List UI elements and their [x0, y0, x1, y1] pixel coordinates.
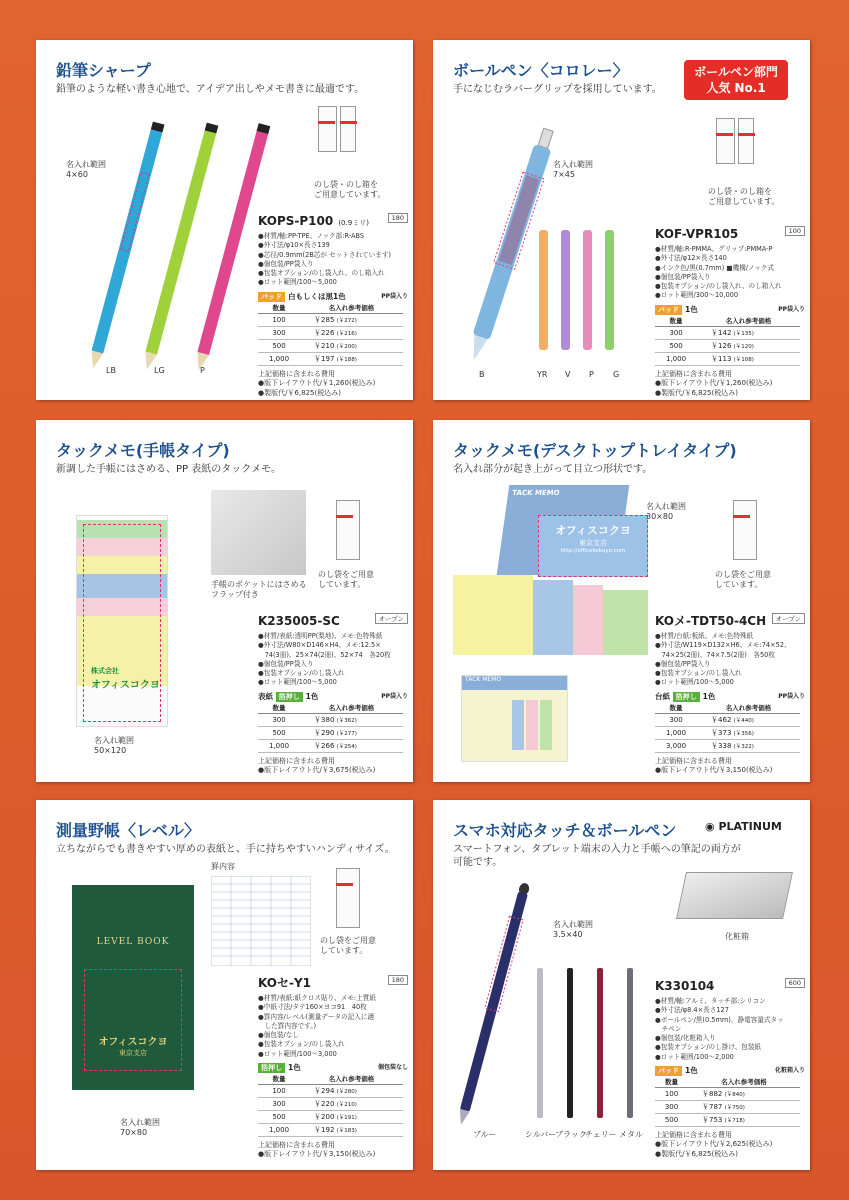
color-label: シルバー: [525, 1130, 557, 1139]
print-area-size: 7×45: [553, 170, 575, 179]
price-ex-tax: (￥718): [724, 1118, 745, 1125]
print-area-title: 名入れ範囲: [646, 502, 686, 511]
print-color: 白もしくは黒1色: [288, 291, 346, 301]
print-area-title: 名入れ範囲: [553, 920, 593, 929]
table-row: [258, 1085, 403, 1098]
color-label: G: [613, 370, 620, 379]
footnote: 上記価格に含まれる費用: [258, 1141, 335, 1150]
panel-title: タックメモ(手帳タイプ): [56, 441, 230, 460]
product-code: KOF-VPR105: [655, 227, 739, 241]
spec-line: ●ボールペン/黒(0.5mm)、静電容量式タッ: [655, 1015, 784, 1024]
touchpen-main-illustration: [453, 875, 533, 1135]
price-cell: ￥373: [711, 728, 732, 737]
table-row: [258, 326, 403, 339]
table-row: [655, 326, 800, 339]
noshi-note: のし袋をご用意 しています。: [318, 570, 374, 589]
price-cell: ￥210: [314, 341, 335, 350]
price-cell: ￥220: [314, 1100, 335, 1109]
spec-block: [258, 610, 408, 776]
price-ex-tax: (￥277): [336, 730, 357, 737]
spec-block: [258, 972, 408, 1160]
price-cell: ￥380: [314, 715, 335, 724]
spec-line: ●中紙寸法/タテ160×ヨコ91 40枚: [258, 1003, 367, 1012]
product-code: K330104: [655, 979, 715, 993]
spec-line: ●個包装/化粧箱入り: [655, 1034, 716, 1043]
noshi-box-icon: [340, 106, 356, 152]
table-row: [258, 1098, 403, 1111]
color-label: ブラック: [555, 1130, 587, 1139]
brand-mark-icon: ◉: [705, 820, 715, 833]
spec-line: ●ロット範囲/100～3,000: [258, 1049, 337, 1058]
print-color: 1色: [685, 304, 698, 314]
panel-description: 名入れ部分が起き上がって目立つ形状です。: [453, 464, 653, 475]
spec-line: ●材質/軸:アルミ、タッチ部:シリコン: [655, 997, 766, 1005]
lot-badge: 180: [388, 975, 408, 985]
badge-line: 人気 No.1: [706, 81, 766, 95]
table-row: [258, 352, 403, 365]
badge-line: ボールペン部門: [694, 65, 778, 79]
spec-line: ●外寸法/W80×D146×H4、メモ:12.5×: [258, 641, 381, 650]
product-code: KOPS-P100: [258, 214, 334, 228]
gift-box-illustration: [676, 872, 793, 919]
product-code: KOメ-TDT50-4CH: [655, 614, 767, 628]
print-area-title: 名入れ範囲: [66, 160, 106, 169]
print-area-size: 70×80: [120, 1128, 148, 1137]
brand-name: PLATINUM: [718, 820, 782, 833]
print-area-title: 名入れ範囲: [553, 160, 593, 169]
price-ex-tax: (￥216): [336, 330, 357, 337]
spec-block: [655, 223, 805, 398]
color-label: V: [565, 370, 571, 379]
pocket-note: 手帳のポケットにはさめる フラップ付き: [211, 580, 307, 599]
lot-badge: 180: [388, 213, 408, 223]
print-area-title: 名入れ範囲: [120, 1118, 160, 1127]
footnote: ●版下レイアウト代/￥3,675(税込み): [258, 766, 376, 775]
noshi-bag-icon: [336, 868, 360, 928]
price-cell: ￥882: [702, 1090, 723, 1099]
price-ex-tax: (￥280): [336, 1089, 357, 1096]
qty-cell: 300: [258, 713, 300, 726]
product-panel-ballpen: [433, 40, 810, 400]
print-area-label: [94, 736, 134, 756]
price-cell: ￥787: [702, 1103, 723, 1112]
qty-cell: 100: [258, 1085, 300, 1098]
table-row: [258, 339, 403, 352]
tray-illustration: [453, 485, 653, 660]
spec-line: ●材質/軸:PP-TPE、ノック部:R-ABS: [258, 232, 365, 240]
print-area-size: 50×120: [94, 746, 127, 755]
price-ex-tax: (￥440): [733, 717, 754, 724]
print-branch: 東京支店: [119, 1049, 147, 1057]
print-method-tag: パッド: [655, 305, 682, 315]
spec-line: ●罫内容/レベル(測量データの記入に適: [258, 1012, 375, 1021]
print-name: オフィスコクヨ: [91, 680, 160, 691]
product-code: K235005-SC: [258, 614, 340, 628]
touchpen-colors-illustration: [533, 968, 643, 1128]
qty-cell: 100: [258, 313, 300, 326]
spec-line: ●個包装/PP袋入り: [655, 659, 711, 668]
print-area-size: 3.5×40: [553, 930, 583, 939]
table-row: [258, 726, 403, 739]
price-ex-tax: (￥120): [733, 343, 754, 350]
pencil-lb: [92, 128, 163, 353]
price-table: [258, 1073, 403, 1137]
product-code-sub: (0.9ミリ): [338, 219, 369, 227]
spec-line: チペン: [655, 1024, 682, 1033]
price-table: [258, 702, 403, 753]
spec-line: ●包装オプション/のし袋入れ、のし箱入れ: [655, 282, 782, 291]
color-label: P: [589, 370, 594, 379]
product-panel-tackmemo-desktop: [433, 420, 810, 782]
print-color: 1色: [305, 691, 319, 701]
th-qty: 数量: [655, 1076, 688, 1088]
qty-cell: 300: [655, 1101, 688, 1114]
spec-line: ●インク色/黒(0.7mm) ■機構/ノック式: [655, 263, 774, 272]
spec-line: ●ロット範囲/100～2,000: [655, 1052, 734, 1061]
spec-line: ●ロット範囲/100～5,000: [655, 678, 734, 687]
footnote: ●版下レイアウト代/￥2,625(税込み): [655, 1140, 773, 1149]
brand-logo: [705, 820, 782, 833]
price-ex-tax: (￥188): [336, 356, 357, 363]
th-price: 名入れ参考価格: [697, 702, 800, 714]
panel-title: タックメモ(デスクトップトレイタイプ): [453, 441, 737, 460]
price-cell: ￥197: [314, 354, 335, 363]
color-label: ブルー: [473, 1130, 497, 1139]
noshi-note: のし袋をご用意 しています。: [715, 570, 771, 589]
price-ex-tax: (￥362): [336, 717, 357, 724]
book-title: LEVEL BOOK: [96, 937, 170, 947]
lot-badge: オープン: [772, 613, 805, 624]
th-qty: 数量: [258, 302, 300, 314]
print-area-title: 名入れ範囲: [94, 736, 134, 745]
print-area-label: [120, 1118, 160, 1138]
th-price: 名入れ参考価格: [300, 1073, 403, 1085]
price-cell: ￥226: [314, 328, 335, 337]
price-cell: ￥285: [314, 315, 335, 324]
package-type: PP袋入り: [381, 292, 408, 300]
qty-cell: 1,000: [258, 352, 300, 365]
spec-line: ●材質/軸:R-PMMA、グリップ:PMMA-P: [655, 245, 773, 253]
price-cell: ￥753: [702, 1116, 723, 1125]
ruled-label: 罫内容: [211, 862, 235, 871]
footnote: 上記価格に含まれる費用: [655, 369, 732, 378]
footnote: ●製版代/￥6,825(税込み): [655, 1149, 738, 1158]
color-label-lb: LB: [106, 366, 116, 375]
print-area-label: [646, 502, 686, 522]
price-cell: ￥266: [314, 741, 335, 750]
package-type: 化粧箱入り: [774, 1067, 805, 1075]
spec-line: ●個包装/なし: [258, 1031, 299, 1040]
price-ex-tax: (￥272): [336, 317, 357, 324]
noshi-note: のし袋・のし箱を ご用意しています。: [708, 187, 780, 206]
noshi-bag-icon: [716, 118, 735, 164]
price-ex-tax: (￥840): [724, 1092, 745, 1099]
color-label: B: [479, 370, 485, 379]
print-color: 1色: [685, 1066, 698, 1076]
table-row: [258, 1111, 403, 1124]
tray-print-area: [538, 515, 648, 577]
th-price: 名入れ参考価格: [697, 315, 800, 327]
tray-label: TACK MEMO: [511, 489, 561, 497]
product-code: KOセ-Y1: [258, 976, 311, 990]
qty-cell: 300: [258, 1098, 300, 1111]
spec-line: ●外寸法/W119×D132×H6、メモ:74×52、: [655, 641, 791, 650]
ruled-page-illustration: [211, 876, 311, 966]
price-ex-tax: (￥191): [336, 1115, 357, 1122]
pocket-photo: [211, 490, 306, 575]
qty-cell: 3,000: [655, 739, 697, 752]
qty-cell: 1,000: [655, 352, 697, 365]
price-cell: ￥294: [314, 1087, 335, 1096]
qty-cell: 500: [258, 1111, 300, 1124]
panel-description: 新調した手帳にはさめる、PP 表紙のタックメモ。: [56, 464, 282, 475]
table-row: [655, 726, 800, 739]
print-method-tag: 箔押し: [258, 1063, 285, 1073]
price-ex-tax: (￥750): [724, 1105, 745, 1112]
spec-line: ●ロット範囲/300～10,000: [655, 291, 739, 300]
qty-cell: 1,000: [258, 739, 300, 752]
panel-title: スマホ対応タッチ＆ボールペン: [453, 821, 677, 840]
noshi-bag-icon: [318, 106, 337, 152]
qty-cell: 500: [655, 1114, 688, 1127]
price-cell: ￥192: [314, 1126, 335, 1135]
table-row: [655, 1088, 800, 1101]
table-row: [655, 339, 800, 352]
tray-small-illustration: [461, 675, 568, 762]
table-row: [655, 352, 800, 365]
package-type: 個包装なし: [377, 1064, 408, 1072]
spec-line: ●ロット範囲/100～5,000: [258, 278, 337, 287]
spec-line: ●材質/台紙:板紙、メモ:色特殊紙: [655, 632, 754, 640]
spec-line: ●ロット範囲/100～5,000: [258, 678, 337, 687]
table-row: [258, 1124, 403, 1137]
price-ex-tax: (￥183): [336, 1128, 357, 1135]
qty-cell: 300: [655, 326, 697, 339]
color-label: メタル: [619, 1130, 643, 1139]
spec-line: ●包装オプション/のし袋入れ: [655, 669, 742, 678]
qty-cell: 100: [655, 1088, 688, 1101]
price-table: [655, 315, 800, 366]
price-ex-tax: (￥322): [733, 743, 754, 750]
table-row: [655, 739, 800, 752]
color-label-p: P: [200, 366, 205, 375]
panel-title: 測量野帳〈レベル〉: [56, 821, 201, 840]
noshi-note: のし袋をご用意 しています。: [320, 936, 376, 955]
print-method-tag: パッド: [655, 1066, 682, 1076]
footnote: ●版下レイアウト代/￥3,150(税込み): [258, 1150, 376, 1159]
cover-label: 表紙: [258, 691, 273, 701]
th-qty: 数量: [655, 315, 697, 327]
spec-line: ●外寸法/φ8.4×長さ127: [655, 1006, 729, 1015]
lot-badge: 600: [785, 978, 805, 988]
footnote: 上記価格に含まれる費用: [655, 756, 732, 765]
package-type: PP袋入り: [778, 305, 805, 313]
spec-line: ●包装オプション/のし掛け、包装紙: [655, 1043, 762, 1052]
print-area-label: [553, 920, 593, 940]
noshi-bag-icon: [733, 500, 757, 560]
spec-block: [258, 210, 408, 398]
price-ex-tax: (￥210): [336, 1102, 357, 1109]
panel-description: 手になじむラバーグリップを採用しています。: [453, 84, 662, 95]
th-qty: 数量: [655, 702, 697, 714]
product-panel-tackmemo-notebook: [36, 420, 413, 782]
table-row: [655, 1101, 800, 1114]
th-price: 名入れ参考価格: [300, 302, 403, 314]
price-cell: ￥113: [711, 354, 732, 363]
spec-line: した罫内容です。): [258, 1021, 317, 1030]
price-ex-tax: (￥108): [733, 356, 754, 363]
footnote: 上記価格に含まれる費用: [258, 369, 335, 378]
price-cell: ￥290: [314, 728, 335, 737]
th-price: 名入れ参考価格: [688, 1076, 800, 1088]
print-branch: 東京支店: [579, 539, 607, 547]
price-table: [655, 1076, 800, 1127]
spec-line: ●個包装/PP袋入り: [258, 659, 314, 668]
th-qty: 数量: [258, 702, 300, 714]
spec-line: ●個包装/PP袋入り: [655, 272, 711, 281]
ballpen-colors-illustration: [531, 220, 641, 360]
spec-line: 74(3冊)、25×74(2冊)、52×74 各20枚: [258, 650, 391, 659]
footnote: ●版下レイアウト代/￥3,150(税込み): [655, 766, 773, 775]
print-company: 株式会社: [91, 667, 119, 675]
th-qty: 数量: [258, 1073, 300, 1085]
table-row: [655, 713, 800, 726]
table-row: [258, 713, 403, 726]
color-label: チェリー: [585, 1130, 617, 1139]
tray-label-small: TACK MEMO: [462, 676, 567, 690]
price-cell: ￥462: [711, 715, 732, 724]
color-label: YR: [537, 370, 548, 379]
print-area-size: 30×80: [646, 512, 674, 521]
qty-cell: 1,000: [655, 726, 697, 739]
spec-line: ●個包装/PP袋入り: [258, 259, 314, 268]
footnote: ●版下レイアウト代/￥1,260(税込み): [258, 379, 376, 388]
price-table: [655, 702, 800, 753]
panel-description: 立ちながらでも書きやすい厚めの表紙と、手に持ちやすいハンディサイズ。: [56, 844, 395, 855]
spec-line: ●芯径/0.9mm(2B芯が セットされています): [258, 250, 391, 259]
footnote: ●製版代/￥6,825(税込み): [655, 388, 738, 397]
print-name: オフィスコクヨ: [98, 1037, 168, 1048]
footnote: ●版下レイアウト代/￥1,260(税込み): [655, 379, 773, 388]
spec-block: [655, 975, 805, 1159]
noshi-box-icon: [738, 118, 754, 164]
print-color: 1色: [288, 1063, 301, 1073]
price-cell: ￥338: [711, 741, 732, 750]
cover-label: 台紙: [655, 691, 670, 701]
print-color: 1色: [702, 691, 716, 701]
panel-description: スマートフォン、タブレット端末の入力と手帳への筆記の両方が 可能です。: [453, 844, 741, 868]
th-price: 名入れ参考価格: [300, 702, 403, 714]
gift-box-label: 化粧箱: [725, 932, 749, 941]
table-row: [655, 1114, 800, 1127]
price-cell: ￥126: [711, 341, 732, 350]
print-area-label: [553, 160, 593, 180]
spec-line: ●包装オプション/のし袋入れ: [258, 1040, 345, 1049]
print-name: オフィスコクヨ: [555, 524, 631, 537]
price-table: [258, 302, 403, 366]
spec-line: ●材質/表紙:紙クロス貼り、メモ:上質紙: [258, 994, 376, 1002]
price-ex-tax: (￥356): [733, 730, 754, 737]
qty-cell: 500: [258, 339, 300, 352]
table-row: [258, 313, 403, 326]
spec-line: ●外寸法/φ12×長さ140: [655, 254, 727, 263]
package-type: PP袋入り: [381, 692, 408, 700]
price-ex-tax: (￥135): [733, 330, 754, 337]
price-cell: ￥200: [314, 1113, 335, 1122]
price-ex-tax: (￥200): [336, 343, 357, 350]
table-row: [258, 739, 403, 752]
popular-badge: [684, 60, 788, 100]
product-panel-pencil: [36, 40, 413, 400]
product-panel-touchpen: [433, 800, 810, 1170]
tackmemo-notebook-illustration: [76, 515, 168, 727]
footnote: 上記価格に含まれる費用: [655, 1131, 732, 1140]
spec-line: ●包装オプション/のし袋入れ、のし箱入れ: [258, 269, 385, 278]
print-method-tag: パッド: [258, 292, 285, 302]
print-method-tag: 箔押し: [673, 692, 700, 702]
noshi-note: のし袋・のし箱を ご用意しています。: [314, 180, 386, 199]
price-ex-tax: (￥254): [336, 743, 357, 750]
levelbook-illustration: [72, 885, 194, 1090]
qty-cell: 300: [655, 713, 697, 726]
footnote: ●製版代/￥6,825(税込み): [258, 388, 341, 397]
spec-block: [655, 610, 805, 776]
panel-description: 鉛筆のような軽い書き心地で、アイデア出しやメモ書きに最適です。: [56, 84, 365, 95]
lot-badge: オープン: [375, 613, 408, 624]
spec-line: ●外寸法/φ10×長さ139: [258, 241, 330, 250]
spec-line: ●材質/表紙:透明PP(梨地)、メモ:色特殊紙: [258, 632, 383, 640]
lot-badge: 100: [785, 226, 805, 236]
qty-cell: 500: [258, 726, 300, 739]
color-label-lg: LG: [154, 366, 165, 375]
print-area-size: 4×60: [66, 170, 88, 179]
panel-title: 鉛筆シャープ: [56, 61, 151, 80]
qty-cell: 1,000: [258, 1124, 300, 1137]
qty-cell: 300: [258, 326, 300, 339]
noshi-bag-icon: [336, 500, 360, 560]
print-url: http://officekokuyo.com: [560, 548, 626, 554]
product-panel-levelbook: [36, 800, 413, 1170]
package-type: PP袋入り: [778, 692, 805, 700]
qty-cell: 500: [655, 339, 697, 352]
panel-title: ボールペン〈コロレー〉: [453, 61, 629, 80]
footnote: 上記価格に含まれる費用: [258, 756, 335, 765]
spec-line: 74×25(2冊)、74×7.5(2冊) 各50枚: [655, 650, 775, 659]
spec-line: ●包装オプション/のし袋入れ: [258, 669, 345, 678]
print-method-tag: 箔押し: [276, 692, 303, 702]
price-cell: ￥142: [711, 328, 732, 337]
